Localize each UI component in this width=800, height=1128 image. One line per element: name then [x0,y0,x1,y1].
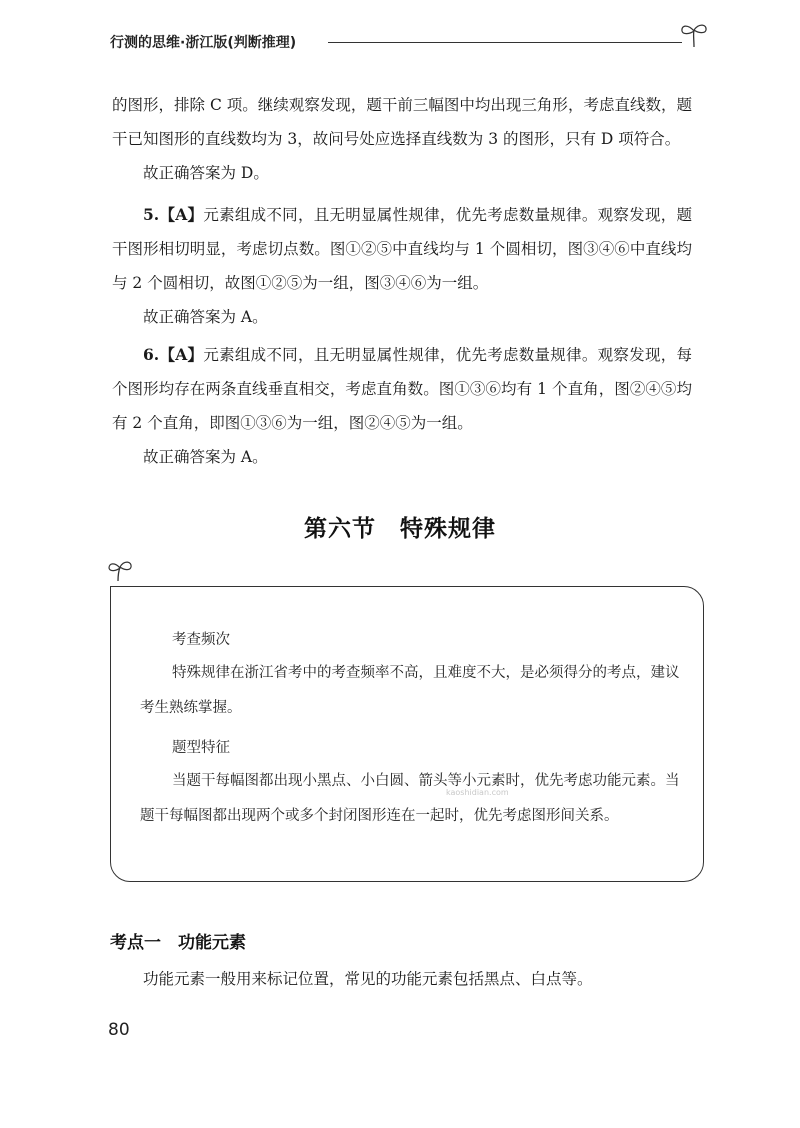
watermark: kaoshidian.com [446,788,509,797]
subsection-text: 功能元素一般用来标记位置，常见的功能元素包括黑点、白点等。 [143,970,593,988]
answer-line-a-1: 故正确答案为 A。 [143,308,268,326]
question-6-answer-tag: 6.【A】 [143,345,204,364]
subsection-heading: 考点一 功能元素 [110,933,246,953]
sprout-icon [678,20,710,48]
question-5-explanation [112,198,692,300]
info-box-text-features: 当题干每幅图都出现小黑点、小白圆、箭头等小元素时，优先考虑功能元素。当题干每幅图都出现两个或多个封闭图形连在一起时，优先考虑图形间关系。 [140,773,680,824]
question-6-explanation [112,338,692,440]
answer-line-a-2: 故正确答案为 A。 [143,448,268,466]
running-header [110,30,710,54]
info-box-heading-frequency: 考查频次 [172,632,230,648]
box-sprout-icon [106,556,140,582]
question-6-text: 元素组成不同，且无明显属性规律，优先考虑数量规律。观察发现，每个图形均存在两条直线垂直相交，考虑直角数。图①③⑥均有 1 个直角，图②④⑤均有 2 个直角，即图①③⑥为一组，图②④⑤为一组。 [112,346,692,432]
question-5-text: 元素组成不同，且无明显属性规律，优先考虑数量规律。观察发现，题干图形相切明显，考虑切点数。图①②⑤中直线均与 1 个圆相切，图③④⑥中直线均与 2 个圆相切，故图①②⑤为一组，图③④⑥为一组。 [112,206,692,292]
paragraph-continuation: 的图形，排除 C 项。继续观察发现，题干前三幅图中均出现三角形，考虑直线数，题干已知图形的直线数均为 3，故问号处应选择直线数为 3 的图形，只有 D 项符合。 [112,96,692,148]
info-box-text-frequency: 特殊规律在浙江省考中的考查频率不高，且难度不大，是必须得分的考点，建议考生熟练掌握。 [140,665,680,716]
header-rule [328,42,682,43]
info-box-heading-features: 题型特征 [172,740,230,756]
question-5-answer-tag: 5.【A】 [143,205,204,224]
header-title: 行测的思维·浙江版(判断推理) [110,35,297,51]
page-number: 80 [108,1020,130,1040]
answer-line-d: 故正确答案为 D。 [143,164,269,182]
section-title: 第六节 特殊规律 [304,516,496,542]
